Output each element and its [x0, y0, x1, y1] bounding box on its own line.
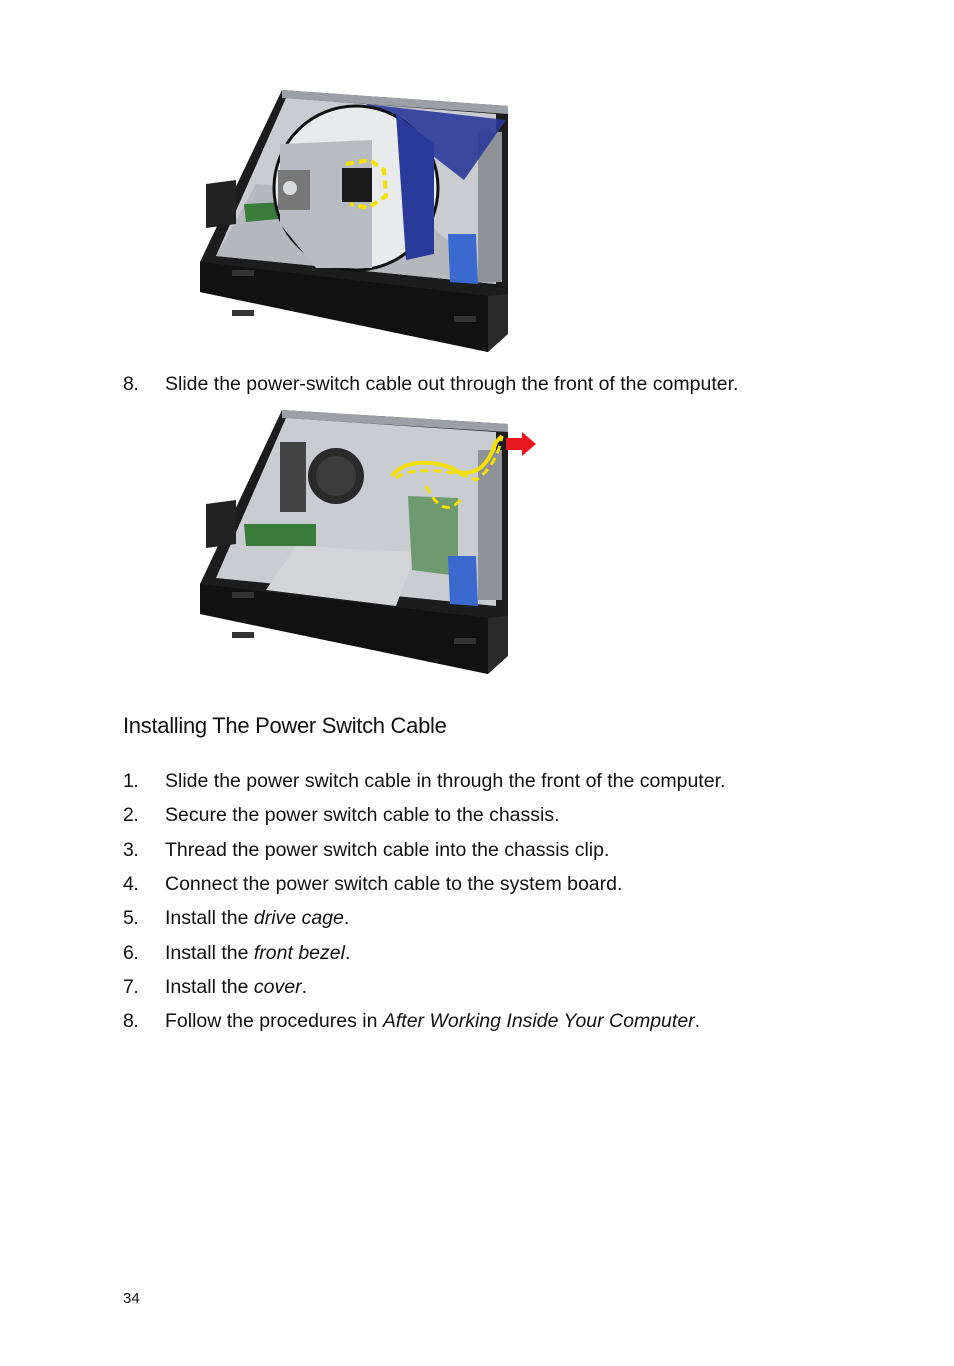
step-number: 8. — [123, 373, 139, 395]
link-drive-cage[interactable]: drive cage — [253, 907, 344, 929]
step-number: 3. — [123, 839, 139, 861]
step-text-pre: Install the — [165, 942, 254, 964]
list-item — [123, 1009, 700, 1033]
list-item — [123, 769, 725, 793]
step-text-post: . — [301, 976, 307, 998]
list-item — [123, 838, 609, 862]
step-text: Slide the power-switch cable out through the front of the computer. — [165, 373, 739, 395]
step-number: 2. — [123, 804, 139, 826]
list-item — [123, 803, 560, 827]
step-text: Secure the power switch cable to the chassis. — [165, 804, 560, 826]
step-number: 6. — [123, 942, 139, 964]
page-number: 34 — [123, 1290, 140, 1307]
step-text-pre: Follow the procedures in — [165, 1010, 383, 1032]
list-item — [123, 975, 307, 999]
step-text-post: . — [344, 942, 351, 964]
step-text-pre: Install the — [165, 907, 254, 929]
step-text-pre: Install the — [165, 976, 254, 998]
step-text: Thread the power switch cable into the chassis clip. — [165, 839, 610, 861]
step-number: 5. — [123, 907, 139, 929]
step-text: Connect the power switch cable to the system board. — [165, 873, 623, 895]
figure-power-switch-clip — [196, 84, 516, 356]
list-item — [123, 941, 350, 965]
step-number: 8. — [123, 1010, 139, 1032]
step-number: 4. — [123, 873, 139, 895]
link-front-bezel[interactable]: front bezel — [253, 942, 345, 964]
section-title: Installing The Power Switch Cable — [123, 713, 447, 738]
step-number: 7. — [123, 976, 139, 998]
step-text-post: . — [343, 907, 350, 929]
list-item — [123, 906, 349, 930]
figure-cable-route-out — [196, 406, 540, 678]
step-text: Slide the power switch cable in through the front of the computer. — [165, 770, 726, 792]
link-after-working[interactable]: After Working Inside Your Computer — [382, 1010, 695, 1032]
step-text-post: . — [694, 1010, 701, 1032]
step-number: 1. — [123, 770, 139, 792]
list-item — [123, 872, 622, 896]
link-cover[interactable]: cover — [253, 976, 302, 998]
step-slide-out — [123, 372, 738, 396]
